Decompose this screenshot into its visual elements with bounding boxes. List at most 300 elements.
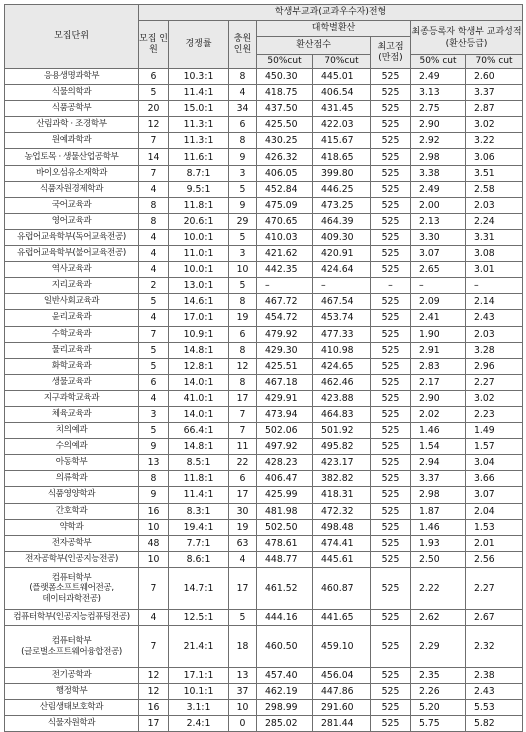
score-cut70-cell: 445.01 xyxy=(313,69,371,85)
quota-cell: 5 xyxy=(139,423,169,439)
table-row xyxy=(5,69,523,85)
score-cut70-cell: 423.88 xyxy=(313,390,371,406)
max-score-cell: 525 xyxy=(371,133,411,149)
max-score-cell: 525 xyxy=(371,85,411,101)
admissions-table-container xyxy=(4,4,523,732)
added-cell: 22 xyxy=(229,455,257,471)
grade-cut70-cell: 2.96 xyxy=(466,358,523,374)
grade-cut70-cell: 2.14 xyxy=(466,294,523,310)
max-score-cell: 525 xyxy=(371,423,411,439)
competition-cell: 11.4:1 xyxy=(169,85,229,101)
grade-cut50-cell: 2.13 xyxy=(411,213,466,229)
score-cut50-cell: 470.65 xyxy=(257,213,313,229)
competition-cell: 3.1:1 xyxy=(169,700,229,716)
quota-cell: 7 xyxy=(139,133,169,149)
score-cut50-cell: 425.51 xyxy=(257,358,313,374)
max-score-cell: 525 xyxy=(371,626,411,668)
grade-cut70-cell: 3.01 xyxy=(466,262,523,278)
competition-cell: 66.4:1 xyxy=(169,423,229,439)
score-cut50-cell: – xyxy=(257,278,313,294)
score-cut50-cell: 502.06 xyxy=(257,423,313,439)
score-cut50-cell: 444.16 xyxy=(257,609,313,625)
table-row xyxy=(5,262,523,278)
table-header xyxy=(5,5,523,69)
score-cut50-cell: 429.91 xyxy=(257,390,313,406)
unit-cell: 화학교육과 xyxy=(5,358,139,374)
added-cell: 19 xyxy=(229,519,257,535)
quota-cell: 4 xyxy=(139,390,169,406)
added-cell: 5 xyxy=(229,278,257,294)
grade-cut70-cell: 3.02 xyxy=(466,390,523,406)
grade-cut50-cell: – xyxy=(411,278,466,294)
grade-cut50-cell: 2.22 xyxy=(411,567,466,609)
grade-cut70-cell: 3.22 xyxy=(466,133,523,149)
competition-cell: 8.7:1 xyxy=(169,165,229,181)
unit-cell: 산림과학 · 조경학부 xyxy=(5,117,139,133)
max-score-cell: 525 xyxy=(371,390,411,406)
competition-cell: 8.5:1 xyxy=(169,455,229,471)
grade-cut50-cell: 3.30 xyxy=(411,229,466,245)
grade-cut50-cell: 2.00 xyxy=(411,197,466,213)
added-cell: 7 xyxy=(229,406,257,422)
grade-cut50-cell: 1.54 xyxy=(411,439,466,455)
grade-cut70-cell: 2.58 xyxy=(466,181,523,197)
grade-cut70-cell: 5.53 xyxy=(466,700,523,716)
competition-cell: 14.0:1 xyxy=(169,406,229,422)
score-cut50-cell: 473.94 xyxy=(257,406,313,422)
score-cut50-cell: 452.84 xyxy=(257,181,313,197)
grade-cut50-cell: 2.75 xyxy=(411,101,466,117)
quota-cell: 4 xyxy=(139,229,169,245)
unit-cell: 지구과학교육과 xyxy=(5,390,139,406)
added-cell: 5 xyxy=(229,229,257,245)
max-score-cell: 525 xyxy=(371,117,411,133)
grade-cut50-cell: 2.90 xyxy=(411,390,466,406)
unit-cell: 치의예과 xyxy=(5,423,139,439)
competition-cell: 2.4:1 xyxy=(169,716,229,732)
score-cut50-cell: 426.32 xyxy=(257,149,313,165)
score-cut50-cell: 502.50 xyxy=(257,519,313,535)
max-score-cell: 525 xyxy=(371,519,411,535)
score-cut70-cell: 462.46 xyxy=(313,374,371,390)
table-row xyxy=(5,149,523,165)
grade-cut50-cell: 5.20 xyxy=(411,700,466,716)
score-cut70-cell: 495.82 xyxy=(313,439,371,455)
table-row xyxy=(5,197,523,213)
score-cut70-cell: 431.45 xyxy=(313,101,371,117)
unit-cell: 전기공학과 xyxy=(5,668,139,684)
header-group-title: 학생부교과(교과우수자)전형 xyxy=(139,5,523,21)
header-max-score: 최고점 (만점) xyxy=(371,37,411,69)
score-cut50-cell: 457.40 xyxy=(257,668,313,684)
competition-cell: 14.8:1 xyxy=(169,342,229,358)
unit-cell: 응용생명과학부 xyxy=(5,69,139,85)
unit-cell: 전자공학부 xyxy=(5,535,139,551)
max-score-cell: 525 xyxy=(371,439,411,455)
max-score-cell: – xyxy=(371,278,411,294)
added-cell: 4 xyxy=(229,551,257,567)
competition-cell: 21.4:1 xyxy=(169,626,229,668)
score-cut50-cell: 430.25 xyxy=(257,133,313,149)
score-cut70-cell: 423.17 xyxy=(313,455,371,471)
score-cut50-cell: 410.03 xyxy=(257,229,313,245)
table-row xyxy=(5,567,523,609)
added-cell: 29 xyxy=(229,213,257,229)
table-row xyxy=(5,246,523,262)
score-cut50-cell: 454.72 xyxy=(257,310,313,326)
grade-cut70-cell: 2.27 xyxy=(466,374,523,390)
score-cut70-cell: 474.41 xyxy=(313,535,371,551)
competition-cell: 17.1:1 xyxy=(169,668,229,684)
added-cell: 18 xyxy=(229,626,257,668)
quota-cell: 20 xyxy=(139,101,169,117)
competition-cell: 11.6:1 xyxy=(169,149,229,165)
quota-cell: 16 xyxy=(139,503,169,519)
added-cell: 8 xyxy=(229,133,257,149)
score-cut70-cell: 415.67 xyxy=(313,133,371,149)
added-cell: 17 xyxy=(229,567,257,609)
max-score-cell: 525 xyxy=(371,668,411,684)
header-cut70: 70%cut xyxy=(313,55,371,69)
unit-cell: 역사교육과 xyxy=(5,262,139,278)
unit-cell: 산림생태보호학과 xyxy=(5,700,139,716)
unit-cell: 지리교육과 xyxy=(5,278,139,294)
table-row xyxy=(5,668,523,684)
score-cut70-cell: 424.65 xyxy=(313,358,371,374)
score-cut70-cell: 460.87 xyxy=(313,567,371,609)
unit-cell: 수의예과 xyxy=(5,439,139,455)
max-score-cell: 525 xyxy=(371,101,411,117)
grade-cut50-cell: 2.26 xyxy=(411,684,466,700)
added-cell: 63 xyxy=(229,535,257,551)
score-cut70-cell: – xyxy=(313,278,371,294)
competition-cell: 11.3:1 xyxy=(169,117,229,133)
quota-cell: 48 xyxy=(139,535,169,551)
score-cut70-cell: 464.83 xyxy=(313,406,371,422)
added-cell: 37 xyxy=(229,684,257,700)
score-cut50-cell: 481.98 xyxy=(257,503,313,519)
score-cut70-cell: 418.65 xyxy=(313,149,371,165)
max-score-cell: 525 xyxy=(371,684,411,700)
quota-cell: 2 xyxy=(139,278,169,294)
table-body xyxy=(5,69,523,732)
quota-cell: 8 xyxy=(139,213,169,229)
unit-cell: 식물자원학과 xyxy=(5,716,139,732)
max-score-cell: 525 xyxy=(371,503,411,519)
quota-cell: 5 xyxy=(139,358,169,374)
competition-cell: 10.0:1 xyxy=(169,229,229,245)
added-cell: 10 xyxy=(229,700,257,716)
added-cell: 9 xyxy=(229,197,257,213)
grade-cut70-cell: 3.04 xyxy=(466,455,523,471)
unit-cell: 유럽어교육학부(독어교육전공) xyxy=(5,229,139,245)
max-score-cell: 525 xyxy=(371,262,411,278)
added-cell: 6 xyxy=(229,117,257,133)
header-unit: 모집단위 xyxy=(5,5,139,69)
score-cut70-cell: 447.86 xyxy=(313,684,371,700)
grade-cut50-cell: 2.90 xyxy=(411,117,466,133)
grade-cut50-cell: 2.29 xyxy=(411,626,466,668)
competition-cell: 11.0:1 xyxy=(169,246,229,262)
quota-cell: 6 xyxy=(139,69,169,85)
quota-cell: 5 xyxy=(139,85,169,101)
added-cell: 6 xyxy=(229,471,257,487)
added-cell: 17 xyxy=(229,390,257,406)
score-cut50-cell: 421.62 xyxy=(257,246,313,262)
competition-cell: 15.0:1 xyxy=(169,101,229,117)
unit-cell: 컴퓨터학부(인공지능컴퓨팅전공) xyxy=(5,609,139,625)
grade-cut50-cell: 1.93 xyxy=(411,535,466,551)
header-final-title: 최종등록자 학생부 교과성적 (환산등급) xyxy=(411,21,523,55)
competition-cell: 11.8:1 xyxy=(169,197,229,213)
grade-cut50-cell: 2.92 xyxy=(411,133,466,149)
table-row xyxy=(5,626,523,668)
header-added: 충원 인원 xyxy=(229,21,257,69)
competition-cell: 12.8:1 xyxy=(169,358,229,374)
added-cell: 6 xyxy=(229,326,257,342)
grade-cut50-cell: 2.02 xyxy=(411,406,466,422)
header-grade-cut50: 50% cut xyxy=(411,55,466,69)
grade-cut50-cell: 2.91 xyxy=(411,342,466,358)
max-score-cell: 525 xyxy=(371,229,411,245)
header-grade-cut70: 70% cut xyxy=(466,55,523,69)
score-cut70-cell: 445.61 xyxy=(313,551,371,567)
competition-cell: 14.7:1 xyxy=(169,567,229,609)
table-row xyxy=(5,535,523,551)
unit-cell: 영어교육과 xyxy=(5,213,139,229)
grade-cut50-cell: 2.17 xyxy=(411,374,466,390)
score-cut50-cell: 285.02 xyxy=(257,716,313,732)
max-score-cell: 525 xyxy=(371,326,411,342)
score-cut70-cell: 281.44 xyxy=(313,716,371,732)
score-cut50-cell: 418.75 xyxy=(257,85,313,101)
table-row xyxy=(5,551,523,567)
table-row xyxy=(5,439,523,455)
table-row xyxy=(5,374,523,390)
unit-cell: 행정학부 xyxy=(5,684,139,700)
quota-cell: 16 xyxy=(139,700,169,716)
grade-cut70-cell: 1.53 xyxy=(466,519,523,535)
table-row xyxy=(5,358,523,374)
competition-cell: 41.0:1 xyxy=(169,390,229,406)
table-row xyxy=(5,213,523,229)
header-competition: 경쟁률 xyxy=(169,21,229,69)
grade-cut70-cell: 2.56 xyxy=(466,551,523,567)
score-cut50-cell: 460.50 xyxy=(257,626,313,668)
quota-cell: 12 xyxy=(139,684,169,700)
grade-cut70-cell: 2.43 xyxy=(466,310,523,326)
competition-cell: 14.6:1 xyxy=(169,294,229,310)
max-score-cell: 525 xyxy=(371,149,411,165)
quota-cell: 7 xyxy=(139,326,169,342)
added-cell: 5 xyxy=(229,181,257,197)
grade-cut70-cell: 3.02 xyxy=(466,117,523,133)
unit-cell: 아동학부 xyxy=(5,455,139,471)
admissions-results-table xyxy=(4,4,523,732)
grade-cut70-cell: 2.03 xyxy=(466,326,523,342)
score-cut50-cell: 478.61 xyxy=(257,535,313,551)
table-row xyxy=(5,165,523,181)
grade-cut70-cell: 2.24 xyxy=(466,213,523,229)
quota-cell: 4 xyxy=(139,609,169,625)
quota-cell: 7 xyxy=(139,567,169,609)
added-cell: 3 xyxy=(229,165,257,181)
grade-cut70-cell: 2.67 xyxy=(466,609,523,625)
quota-cell: 7 xyxy=(139,626,169,668)
unit-cell: 원예과학과 xyxy=(5,133,139,149)
table-row xyxy=(5,101,523,117)
grade-cut50-cell: 1.46 xyxy=(411,423,466,439)
score-cut50-cell: 428.23 xyxy=(257,455,313,471)
score-cut50-cell: 429.30 xyxy=(257,342,313,358)
max-score-cell: 525 xyxy=(371,197,411,213)
grade-cut50-cell: 2.09 xyxy=(411,294,466,310)
unit-cell: 바이오섬유소재학과 xyxy=(5,165,139,181)
table-row xyxy=(5,471,523,487)
added-cell: 0 xyxy=(229,716,257,732)
table-row xyxy=(5,117,523,133)
grade-cut70-cell: 2.87 xyxy=(466,101,523,117)
score-cut70-cell: 399.80 xyxy=(313,165,371,181)
grade-cut50-cell: 1.87 xyxy=(411,503,466,519)
competition-cell: 7.7:1 xyxy=(169,535,229,551)
max-score-cell: 525 xyxy=(371,406,411,422)
score-cut70-cell: 453.74 xyxy=(313,310,371,326)
score-cut50-cell: 442.35 xyxy=(257,262,313,278)
score-cut70-cell: 473.25 xyxy=(313,197,371,213)
added-cell: 5 xyxy=(229,609,257,625)
table-row xyxy=(5,390,523,406)
quota-cell: 4 xyxy=(139,181,169,197)
grade-cut50-cell: 2.83 xyxy=(411,358,466,374)
grade-cut70-cell: 2.27 xyxy=(466,567,523,609)
competition-cell: 14.0:1 xyxy=(169,374,229,390)
grade-cut50-cell: 2.98 xyxy=(411,487,466,503)
competition-cell: 10.9:1 xyxy=(169,326,229,342)
score-cut50-cell: 467.18 xyxy=(257,374,313,390)
max-score-cell: 525 xyxy=(371,294,411,310)
max-score-cell: 525 xyxy=(371,374,411,390)
unit-cell: 수학교육과 xyxy=(5,326,139,342)
max-score-cell: 525 xyxy=(371,358,411,374)
max-score-cell: 525 xyxy=(371,455,411,471)
table-row xyxy=(5,181,523,197)
unit-cell: 농업토목 · 생물산업공학부 xyxy=(5,149,139,165)
unit-cell: 국어교육과 xyxy=(5,197,139,213)
table-row xyxy=(5,423,523,439)
unit-cell: 의류학과 xyxy=(5,471,139,487)
table-row xyxy=(5,503,523,519)
grade-cut50-cell: 2.41 xyxy=(411,310,466,326)
score-cut70-cell: 420.91 xyxy=(313,246,371,262)
added-cell: 34 xyxy=(229,101,257,117)
grade-cut50-cell: 3.13 xyxy=(411,85,466,101)
unit-cell: 생물교육과 xyxy=(5,374,139,390)
max-score-cell: 525 xyxy=(371,567,411,609)
grade-cut50-cell: 1.90 xyxy=(411,326,466,342)
score-cut50-cell: 461.52 xyxy=(257,567,313,609)
grade-cut70-cell: 3.08 xyxy=(466,246,523,262)
header-quota: 모집 인원 xyxy=(139,21,169,69)
quota-cell: 14 xyxy=(139,149,169,165)
table-row xyxy=(5,310,523,326)
score-cut70-cell: 410.98 xyxy=(313,342,371,358)
unit-cell: 식품영양학과 xyxy=(5,487,139,503)
competition-cell: 11.8:1 xyxy=(169,471,229,487)
added-cell: 3 xyxy=(229,246,257,262)
competition-cell: 19.4:1 xyxy=(169,519,229,535)
quota-cell: 3 xyxy=(139,406,169,422)
max-score-cell: 525 xyxy=(371,551,411,567)
max-score-cell: 525 xyxy=(371,487,411,503)
added-cell: 12 xyxy=(229,358,257,374)
grade-cut70-cell: 5.82 xyxy=(466,716,523,732)
header-conv-score: 환산점수 xyxy=(257,37,371,55)
score-cut50-cell: 497.92 xyxy=(257,439,313,455)
table-row xyxy=(5,406,523,422)
score-cut50-cell: 467.72 xyxy=(257,294,313,310)
added-cell: 9 xyxy=(229,149,257,165)
table-row xyxy=(5,326,523,342)
unit-cell: 식품자원경제학과 xyxy=(5,181,139,197)
score-cut70-cell: 472.32 xyxy=(313,503,371,519)
grade-cut70-cell: 3.66 xyxy=(466,471,523,487)
grade-cut50-cell: 5.75 xyxy=(411,716,466,732)
quota-cell: 12 xyxy=(139,668,169,684)
table-row xyxy=(5,700,523,716)
max-score-cell: 525 xyxy=(371,69,411,85)
unit-cell: 체육교육과 xyxy=(5,406,139,422)
max-score-cell: 525 xyxy=(371,609,411,625)
competition-cell: 14.8:1 xyxy=(169,439,229,455)
max-score-cell: 525 xyxy=(371,310,411,326)
grade-cut70-cell: 3.06 xyxy=(466,149,523,165)
unit-cell: 일반사회교육과 xyxy=(5,294,139,310)
added-cell: 10 xyxy=(229,262,257,278)
competition-cell: 11.3:1 xyxy=(169,133,229,149)
score-cut70-cell: 424.64 xyxy=(313,262,371,278)
quota-cell: 10 xyxy=(139,519,169,535)
score-cut50-cell: 450.30 xyxy=(257,69,313,85)
grade-cut70-cell: 2.23 xyxy=(466,406,523,422)
score-cut70-cell: 446.25 xyxy=(313,181,371,197)
score-cut50-cell: 448.77 xyxy=(257,551,313,567)
grade-cut70-cell: 2.01 xyxy=(466,535,523,551)
max-score-cell: 525 xyxy=(371,165,411,181)
grade-cut50-cell: 1.46 xyxy=(411,519,466,535)
grade-cut50-cell: 2.49 xyxy=(411,181,466,197)
grade-cut50-cell: 3.38 xyxy=(411,165,466,181)
grade-cut50-cell: 2.35 xyxy=(411,668,466,684)
header-univ-conversion: 대학별환산 xyxy=(257,21,411,37)
score-cut70-cell: 418.31 xyxy=(313,487,371,503)
grade-cut50-cell: 3.07 xyxy=(411,246,466,262)
unit-cell: 물리교육과 xyxy=(5,342,139,358)
grade-cut50-cell: 2.62 xyxy=(411,609,466,625)
grade-cut70-cell: – xyxy=(466,278,523,294)
table-row xyxy=(5,133,523,149)
table-row xyxy=(5,278,523,294)
score-cut70-cell: 409.30 xyxy=(313,229,371,245)
score-cut50-cell: 479.92 xyxy=(257,326,313,342)
table-row xyxy=(5,609,523,625)
grade-cut70-cell: 3.31 xyxy=(466,229,523,245)
score-cut50-cell: 462.19 xyxy=(257,684,313,700)
unit-cell: 식품공학부 xyxy=(5,101,139,117)
grade-cut70-cell: 2.32 xyxy=(466,626,523,668)
quota-cell: 8 xyxy=(139,471,169,487)
max-score-cell: 525 xyxy=(371,716,411,732)
